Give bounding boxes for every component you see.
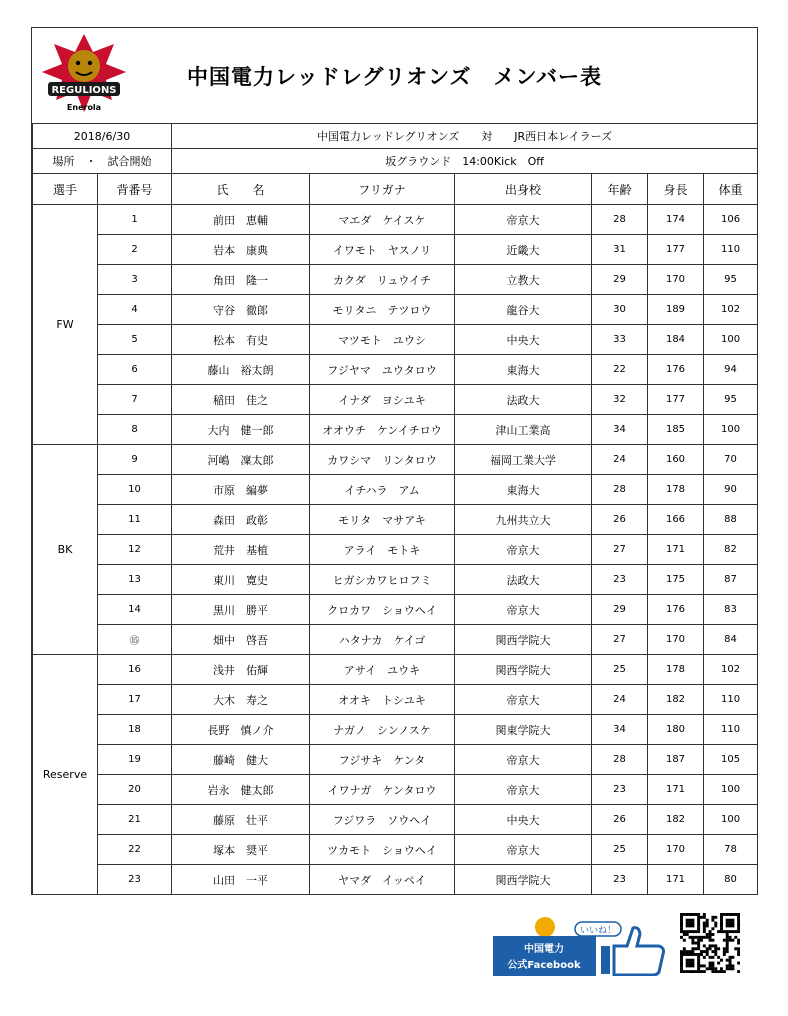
table-row [33, 625, 758, 655]
player-height: 177 [648, 235, 704, 265]
table-row [33, 475, 758, 505]
player-height: 174 [648, 205, 704, 235]
player-name: 浅井 佑輝 [172, 655, 310, 685]
player-name: 稲田 佳之 [172, 385, 310, 415]
player-number: 21 [98, 805, 172, 835]
player-furigana: イワナガ ケンタロウ [310, 775, 455, 805]
facebook-banner[interactable] [493, 914, 668, 976]
player-name: 河嶋 凜太郎 [172, 445, 310, 475]
match-teams: 中国電力レッドレグリオンズ 対 JR西日本レイラーズ [172, 124, 758, 149]
table-row [33, 445, 758, 475]
player-weight: 110 [704, 235, 758, 265]
player-furigana: ヤマダ イッペイ [310, 865, 455, 895]
member-table [32, 123, 758, 895]
player-name: 藤原 壮平 [172, 805, 310, 835]
player-name: 山田 一平 [172, 865, 310, 895]
table-row [33, 235, 758, 265]
table-row [33, 565, 758, 595]
player-height: 177 [648, 385, 704, 415]
player-weight: 100 [704, 415, 758, 445]
player-weight: 100 [704, 805, 758, 835]
player-number: 13 [98, 565, 172, 595]
facebook-line2: 公式Facebook [507, 960, 581, 971]
player-school: 関東学院大 [455, 715, 592, 745]
player-number: 1 [98, 205, 172, 235]
player-furigana: カクダ リュウイチ [310, 265, 455, 295]
player-name: 藤山 裕太朗 [172, 355, 310, 385]
player-weight: 106 [704, 205, 758, 235]
player-number: 10 [98, 475, 172, 505]
player-furigana: ツカモト ショウヘイ [310, 835, 455, 865]
player-school: 九州共立大 [455, 505, 592, 535]
player-furigana: ナガノ シンノスケ [310, 715, 455, 745]
player-weight: 83 [704, 595, 758, 625]
facebook-line1: 中国電力 [524, 944, 564, 955]
player-furigana: フジワラ ソウヘイ [310, 805, 455, 835]
table-row [33, 865, 758, 895]
player-school: 関西学院大 [455, 655, 592, 685]
player-name: 大木 寿之 [172, 685, 310, 715]
player-number: 5 [98, 325, 172, 355]
player-weight: 110 [704, 685, 758, 715]
player-height: 166 [648, 505, 704, 535]
player-number: 23 [98, 865, 172, 895]
player-weight: 102 [704, 295, 758, 325]
player-name: 前田 恵輔 [172, 205, 310, 235]
player-height: 171 [648, 535, 704, 565]
player-school: 中央大 [455, 805, 592, 835]
header-number: 背番号 [98, 174, 172, 205]
player-number: 6 [98, 355, 172, 385]
header-weight: 体重 [704, 174, 758, 205]
player-school: 中央大 [455, 325, 592, 355]
player-age: 32 [592, 385, 648, 415]
player-name: 東川 寛史 [172, 565, 310, 595]
player-school: 帝京大 [455, 835, 592, 865]
player-furigana: イチハラ アム [310, 475, 455, 505]
player-number: 3 [98, 265, 172, 295]
player-height: 175 [648, 565, 704, 595]
player-name: 森田 政彰 [172, 505, 310, 535]
player-weight: 95 [704, 265, 758, 295]
player-age: 23 [592, 865, 648, 895]
venue-row [33, 149, 758, 174]
player-furigana: イナダ ヨシユキ [310, 385, 455, 415]
player-age: 24 [592, 445, 648, 475]
player-weight: 102 [704, 655, 758, 685]
player-name: 荒井 基植 [172, 535, 310, 565]
player-number: 8 [98, 415, 172, 445]
player-height: 171 [648, 775, 704, 805]
player-school: 帝京大 [455, 745, 592, 775]
player-school: 関西学院大 [455, 865, 592, 895]
table-row [33, 835, 758, 865]
player-furigana: オオウチ ケンイチロウ [310, 415, 455, 445]
player-height: 182 [648, 805, 704, 835]
logo-team-text: REGULIONS [51, 85, 117, 96]
player-weight: 88 [704, 505, 758, 535]
player-age: 28 [592, 475, 648, 505]
player-age: 25 [592, 655, 648, 685]
player-name: 岩本 康典 [172, 235, 310, 265]
table-row [33, 355, 758, 385]
player-height: 189 [648, 295, 704, 325]
table-row [33, 415, 758, 445]
player-name: 長野 慎ノ介 [172, 715, 310, 745]
player-number: 22 [98, 835, 172, 865]
player-age: 28 [592, 205, 648, 235]
player-name: 畑中 啓吾 [172, 625, 310, 655]
header-height: 身長 [648, 174, 704, 205]
player-name: 松本 有史 [172, 325, 310, 355]
venue-label: 場所 ・ 試合開始 [33, 149, 172, 174]
table-row [33, 655, 758, 685]
player-age: 23 [592, 775, 648, 805]
player-number: ⑮ [98, 625, 172, 655]
player-age: 27 [592, 535, 648, 565]
player-number: 17 [98, 685, 172, 715]
player-number: 19 [98, 745, 172, 775]
table-row [33, 205, 758, 235]
position-group-label: FW [33, 205, 98, 445]
table-row [33, 385, 758, 415]
player-age: 30 [592, 295, 648, 325]
player-number: 4 [98, 295, 172, 325]
player-furigana: オオキ トシユキ [310, 685, 455, 715]
player-height: 176 [648, 355, 704, 385]
header-name: 氏 名 [172, 174, 310, 205]
match-date: 2018/6/30 [33, 124, 172, 149]
player-weight: 90 [704, 475, 758, 505]
player-age: 27 [592, 625, 648, 655]
player-furigana: カワシマ リンタロウ [310, 445, 455, 475]
player-school: 関西学院大 [455, 625, 592, 655]
position-group-label: Reserve [33, 655, 98, 895]
player-height: 178 [648, 475, 704, 505]
player-age: 28 [592, 745, 648, 775]
table-row [33, 325, 758, 355]
player-name: 角田 隆一 [172, 265, 310, 295]
player-age: 26 [592, 805, 648, 835]
player-furigana: ヒガシカワヒロフミ [310, 565, 455, 595]
date-row [33, 124, 758, 149]
player-furigana: アライ モトキ [310, 535, 455, 565]
player-school: 龍谷大 [455, 295, 592, 325]
player-height: 178 [648, 655, 704, 685]
player-number: 12 [98, 535, 172, 565]
table-row [33, 595, 758, 625]
player-name: 守谷 徹郎 [172, 295, 310, 325]
player-number: 7 [98, 385, 172, 415]
table-row [33, 295, 758, 325]
table-row [33, 685, 758, 715]
player-number: 16 [98, 655, 172, 685]
player-furigana: イワモト ヤスノリ [310, 235, 455, 265]
player-age: 29 [592, 595, 648, 625]
player-age: 23 [592, 565, 648, 595]
player-furigana: アサイ ユウキ [310, 655, 455, 685]
table-row [33, 505, 758, 535]
member-sheet [31, 27, 758, 895]
table-row [33, 775, 758, 805]
player-height: 185 [648, 415, 704, 445]
player-weight: 110 [704, 715, 758, 745]
player-age: 33 [592, 325, 648, 355]
position-group-label: BK [33, 445, 98, 655]
player-number: 14 [98, 595, 172, 625]
player-number: 18 [98, 715, 172, 745]
player-height: 170 [648, 835, 704, 865]
player-height: 170 [648, 625, 704, 655]
player-weight: 105 [704, 745, 758, 775]
header-position: 選手 [33, 174, 98, 205]
logo-sponsor-text: Enerola [66, 103, 102, 112]
player-school: 法政大 [455, 385, 592, 415]
header-age: 年齢 [592, 174, 648, 205]
player-name: 藤崎 健大 [172, 745, 310, 775]
player-name: 市原 編夢 [172, 475, 310, 505]
player-height: 176 [648, 595, 704, 625]
player-age: 24 [592, 685, 648, 715]
player-number: 11 [98, 505, 172, 535]
player-weight: 94 [704, 355, 758, 385]
like-badge-text: いいね！ [579, 926, 617, 936]
table-row [33, 265, 758, 295]
column-header-row [33, 174, 758, 205]
player-height: 187 [648, 745, 704, 775]
table-row [33, 535, 758, 565]
player-weight: 78 [704, 835, 758, 865]
player-age: 22 [592, 355, 648, 385]
player-school: 帝京大 [455, 685, 592, 715]
player-number: 20 [98, 775, 172, 805]
player-height: 182 [648, 685, 704, 715]
player-age: 26 [592, 505, 648, 535]
player-weight: 80 [704, 865, 758, 895]
player-school: 帝京大 [455, 535, 592, 565]
player-age: 34 [592, 715, 648, 745]
player-school: 近畿大 [455, 235, 592, 265]
player-age: 34 [592, 415, 648, 445]
player-height: 171 [648, 865, 704, 895]
player-age: 29 [592, 265, 648, 295]
player-furigana: ハタナカ ケイゴ [310, 625, 455, 655]
table-row [33, 805, 758, 835]
player-name: 塚本 奨平 [172, 835, 310, 865]
player-school: 立教大 [455, 265, 592, 295]
player-number: 9 [98, 445, 172, 475]
sheet-header [32, 28, 757, 124]
player-school: 法政大 [455, 565, 592, 595]
player-weight: 100 [704, 325, 758, 355]
page-title: 中国電力レッドレグリオンズ メンバー表 [187, 65, 603, 89]
player-weight: 87 [704, 565, 758, 595]
player-name: 黒川 勝平 [172, 595, 310, 625]
player-furigana: モリタニ テツロウ [310, 295, 455, 325]
player-name: 岩永 健太郎 [172, 775, 310, 805]
player-weight: 70 [704, 445, 758, 475]
player-furigana: フジヤマ ユウタロウ [310, 355, 455, 385]
player-furigana: マエダ ケイスケ [310, 205, 455, 235]
team-logo [38, 30, 130, 120]
table-row [33, 715, 758, 745]
player-furigana: クロカワ ショウヘイ [310, 595, 455, 625]
player-school: 東海大 [455, 355, 592, 385]
table-row [33, 745, 758, 775]
player-school: 帝京大 [455, 205, 592, 235]
player-weight: 84 [704, 625, 758, 655]
player-weight: 100 [704, 775, 758, 805]
player-height: 184 [648, 325, 704, 355]
player-furigana: マツモト ユウシ [310, 325, 455, 355]
venue-value: 坂グラウンド 14:00Kick Off [172, 149, 758, 174]
player-school: 帝京大 [455, 595, 592, 625]
qr-code-icon[interactable] [680, 913, 740, 973]
player-school: 福岡工業大学 [455, 445, 592, 475]
player-weight: 82 [704, 535, 758, 565]
player-furigana: フジサキ ケンタ [310, 745, 455, 775]
player-name: 大内 健一郎 [172, 415, 310, 445]
player-furigana: モリタ マサアキ [310, 505, 455, 535]
player-height: 170 [648, 265, 704, 295]
player-age: 25 [592, 835, 648, 865]
player-number: 2 [98, 235, 172, 265]
player-school: 東海大 [455, 475, 592, 505]
player-school: 津山工業高 [455, 415, 592, 445]
player-height: 180 [648, 715, 704, 745]
player-school: 帝京大 [455, 775, 592, 805]
player-weight: 95 [704, 385, 758, 415]
player-age: 31 [592, 235, 648, 265]
player-height: 160 [648, 445, 704, 475]
header-furigana: フリガナ [310, 174, 455, 205]
header-school: 出身校 [455, 174, 592, 205]
